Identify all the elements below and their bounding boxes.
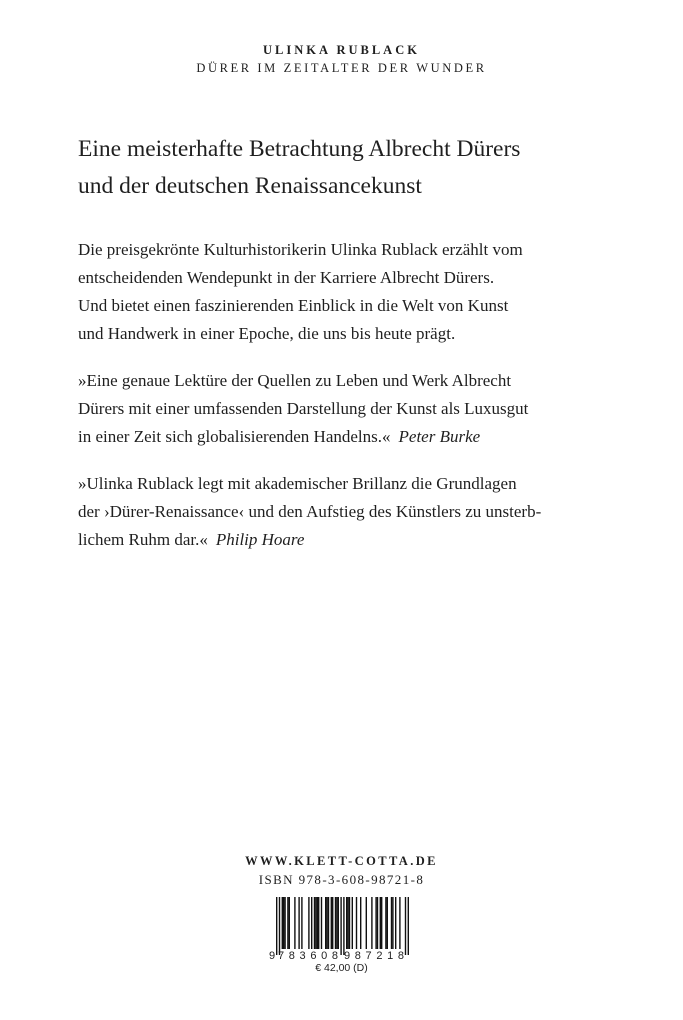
barcode-bar (346, 897, 347, 949)
barcode-bar (408, 897, 409, 955)
book-title: DÜRER IM ZEITALTER DER WUNDER (196, 61, 487, 75)
barcode-bar (315, 897, 316, 949)
barcode-bar (347, 897, 348, 949)
quote-burke (78, 367, 638, 451)
quote-line: Dürers mit einer umfassenden Darstellung der Kunst als Luxusgut (78, 399, 529, 418)
barcode-bar (375, 897, 376, 949)
quote-line: »Ulinka Rublack legt mit akademischer Brillanz die Grundlagen (78, 474, 517, 493)
barcode-bar (279, 897, 280, 955)
quote-text: in einer Zeit sich globalisierenden Handelns.« (78, 427, 391, 446)
barcode-bar (356, 897, 357, 949)
price-label: € 42,00 (D) (315, 962, 368, 974)
quote-hoare (78, 470, 638, 554)
barcode-bar (343, 897, 344, 955)
barcode-right-digits: 987218 (344, 950, 404, 961)
blurb-line: entscheidenden Wendepunkt in der Karriere Albrecht Dürers. (78, 268, 495, 287)
barcode-bar (289, 897, 290, 949)
publisher-url: WWW.KLETT-COTTA.DE (245, 854, 438, 868)
barcode-bar (395, 897, 396, 949)
barcode-bar (276, 897, 277, 955)
barcode-bar (336, 897, 337, 949)
quote-line: »Eine genaue Lektüre der Quellen zu Leben und Werk Albrecht (78, 371, 512, 390)
barcode-bar (314, 897, 315, 949)
barcode-bar (328, 897, 329, 949)
quote-line: der ›Dürer-Renaissance‹ und den Aufstieg des Künstlers zu unsterb- (78, 502, 542, 521)
barcode-bar (298, 897, 299, 949)
barcode-bar (332, 897, 333, 949)
isbn-number: ISBN 978-3-608-98721-8 (258, 872, 425, 887)
barcode-bar (282, 897, 283, 949)
barcode-bar (308, 897, 309, 949)
barcode-bar (317, 897, 318, 949)
headline (78, 131, 638, 205)
barcode-left-digits: 783608 (278, 950, 338, 961)
author-name: ULINKA RUBLACK (263, 43, 420, 57)
barcode-bar (326, 897, 327, 949)
quote-attribution: Peter Burke (398, 427, 481, 446)
cover-header (0, 41, 683, 77)
quote-attribution: Philip Hoare (215, 530, 305, 549)
barcode-bar (392, 897, 393, 949)
quote-text: lichem Ruhm dar.« (78, 530, 208, 549)
barcode-bar (377, 897, 378, 949)
barcode-bar (287, 897, 288, 949)
barcode-bar (294, 897, 295, 949)
barcode-bars (276, 897, 409, 955)
blurb-line: und Handwerk in einer Epoche, die uns bis heute prägt. (78, 324, 456, 343)
barcode-graphic (265, 895, 417, 961)
blurb-line: Und bietet einen faszinierenden Einblick in die Welt von Kunst (78, 296, 509, 315)
barcode-bar (284, 897, 285, 949)
barcode-bar (349, 897, 350, 949)
blurb-paragraph (78, 236, 638, 348)
barcode-bar (318, 897, 319, 949)
barcode-bar (338, 897, 339, 949)
quote-line-last (78, 526, 638, 554)
barcode-bar (321, 897, 322, 949)
barcode-bar (371, 897, 372, 949)
barcode-bar (387, 897, 388, 949)
barcode-bar (283, 897, 284, 949)
barcode-bar (331, 897, 332, 949)
blurb-line: Die preisgekrönte Kulturhistorikerin Ulinka Rublack erzählt vom (78, 240, 523, 259)
barcode-bar (399, 897, 400, 949)
quote-line-last (78, 423, 638, 451)
barcode (265, 895, 417, 961)
barcode-lead-digit: 9 (269, 950, 276, 961)
barcode-bar (360, 897, 361, 949)
barcode-bar (380, 897, 381, 949)
barcode-bar (325, 897, 326, 949)
barcode-bar (391, 897, 392, 949)
barcode-bar (366, 897, 367, 949)
headline-line-1: Eine meisterhafte Betrachtung Albrecht Dürers (78, 136, 521, 162)
barcode-bar (301, 897, 302, 949)
barcode-bar (340, 897, 341, 955)
barcode-bar (381, 897, 382, 949)
barcode-bar (352, 897, 353, 949)
barcode-bar (335, 897, 336, 949)
cover-footer (0, 852, 683, 890)
barcode-bar (385, 897, 386, 949)
barcode-bar (311, 897, 312, 949)
barcode-bar (405, 897, 406, 955)
headline-line-2: und der deutschen Renaissancekunst (78, 173, 422, 199)
